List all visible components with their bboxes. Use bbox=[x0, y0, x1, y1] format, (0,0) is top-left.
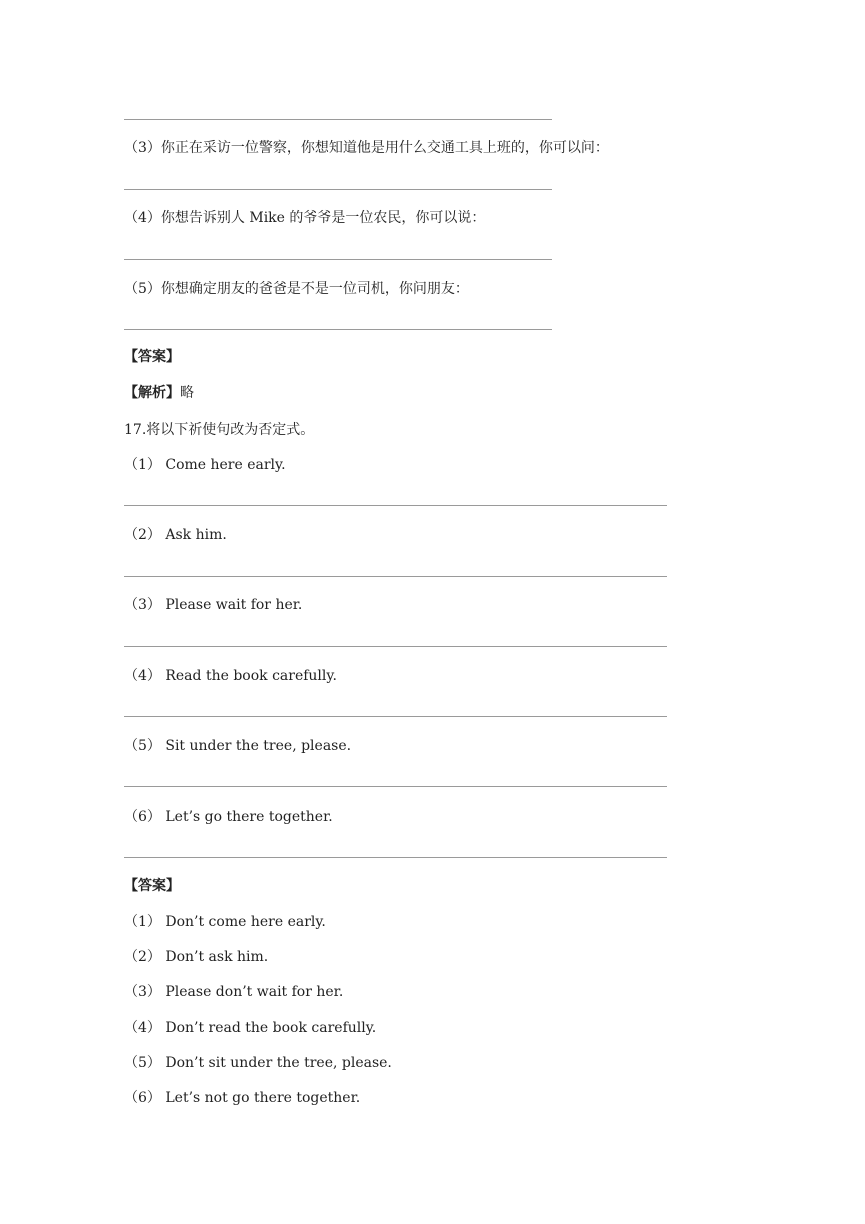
answer-17-5: （5） Don’t sit under the tree, please. bbox=[124, 1055, 392, 1071]
answer-line bbox=[124, 119, 552, 120]
answer-line bbox=[124, 505, 667, 506]
answer-line bbox=[124, 646, 667, 647]
analysis bbox=[124, 383, 194, 403]
question-17-title: 17.将以下祈使句改为否定式。 bbox=[124, 422, 315, 438]
question-17-6: （6） Let’s go there together. bbox=[124, 809, 333, 825]
question-16-3: （3）你正在采访一位警察，你想知道他是用什么交通工具上班的，你可以问： bbox=[124, 140, 609, 156]
answer-label: 【答案】 bbox=[124, 349, 180, 365]
question-17-1: （1） Come here early. bbox=[124, 457, 286, 473]
question-16-4: （4）你想告诉别人 Mike 的爷爷是一位农民，你可以说： bbox=[124, 210, 486, 226]
question-16-5: （5）你想确定朋友的爸爸是不是一位司机，你问朋友： bbox=[124, 281, 469, 297]
answer-line bbox=[124, 857, 667, 858]
answer-17-4: （4） Don’t read the book carefully. bbox=[124, 1020, 377, 1036]
question-17-3: （3） Please wait for her. bbox=[124, 597, 303, 613]
question-17-5: （5） Sit under the tree, please. bbox=[124, 738, 352, 754]
question-17-4: （4） Read the book carefully. bbox=[124, 668, 337, 684]
answer-line bbox=[124, 786, 667, 787]
answer-line bbox=[124, 576, 667, 577]
answer-17-1: （1） Don’t come here early. bbox=[124, 914, 326, 930]
analysis-label: 【解析】 bbox=[124, 385, 180, 401]
answer-17-2: （2） Don’t ask him. bbox=[124, 949, 269, 965]
answer-17-6: （6） Let’s not go there together. bbox=[124, 1090, 361, 1106]
answer-line bbox=[124, 716, 667, 717]
answer-label: 【答案】 bbox=[124, 878, 180, 894]
answer-line bbox=[124, 189, 552, 190]
question-17-2: （2） Ask him. bbox=[124, 527, 227, 543]
analysis-text: 略 bbox=[180, 385, 194, 401]
answer-17-3: （3） Please don’t wait for her. bbox=[124, 984, 344, 1000]
answer-line bbox=[124, 329, 552, 330]
answer-line bbox=[124, 259, 552, 260]
